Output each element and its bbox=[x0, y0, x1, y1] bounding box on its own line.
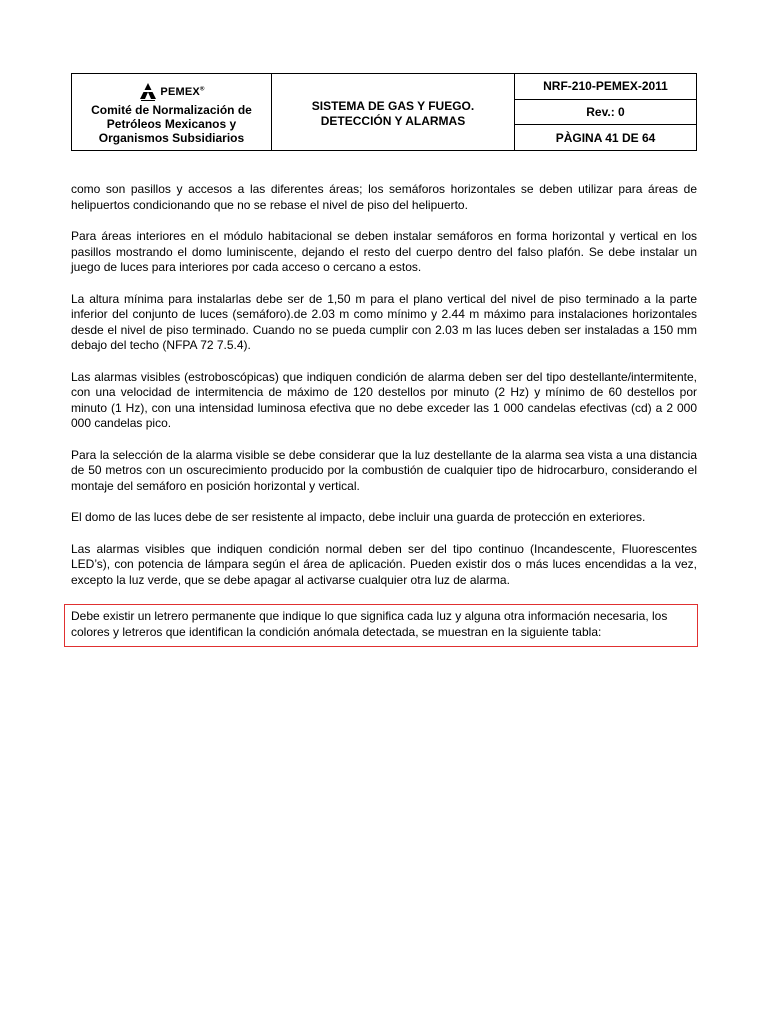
pemex-eagle-icon bbox=[138, 82, 158, 102]
paragraph: La altura mínima para instalarlas debe ser de 1,50 m para el plano vertical del nivel de piso terminado a la parte inferior del conjunto de luces (semáforo).de 2.03 m como mínimo y 2.44 m máximo para instalaciones horizontales desde el nivel de piso terminado. Cuando no se pueda cumplir con 2.03 m las luces deben ser instaladas a 150 mm debajo del techo (NFPA 72 7.5.4). bbox=[71, 291, 697, 352]
header-info bbox=[515, 74, 696, 150]
header-organization bbox=[72, 74, 272, 150]
paragraph: Las alarmas visibles (estroboscópicas) que indiquen condición de alarma deben ser del tipo destellante/intermitente, con una velocidad de intermitencia de máximo de 120 destellos por minuto (2 Hz) y mínimo de 60 destellos por minuto (1 Hz), con una intensidad luminosa efectiva que no debe exceder las 1 000 candelas efectivas (cd) a 2 000 000 candelas pico. bbox=[71, 369, 697, 430]
pemex-logo bbox=[138, 81, 204, 103]
page-number: PÀGINA 41 DE 64 bbox=[515, 124, 696, 150]
highlighted-paragraph-box bbox=[64, 604, 698, 647]
pemex-logo-text: PEMEX® bbox=[160, 86, 205, 98]
committee-name: Comité de Normalización de Petróleos Mexicanos y Organismos Subsidiarios bbox=[91, 103, 252, 145]
document-body bbox=[71, 182, 697, 647]
document-header bbox=[71, 73, 697, 151]
highlighted-paragraph: Debe existir un letrero permanente que indique lo que significa cada luz y alguna otra información necesaria, los colores y letreros que identifican la condición anómala detectada, se muestran en la siguiente tabla: bbox=[71, 609, 668, 639]
paragraph: El domo de las luces debe de ser resistente al impacto, debe incluir una guarda de protección en exteriores. bbox=[71, 510, 646, 524]
paragraph: Las alarmas visibles que indiquen condición normal deben ser del tipo continuo (Incandescente, Fluorescentes LED’s), con potencia de lámpara según el área de aplicación. Pueden existir dos o más luces encendidas a la vez, excepto la luz verde, que se debe apagar al activarse cualquier otra luz de alarma. bbox=[71, 541, 697, 587]
paragraph: Para áreas interiores en el módulo habitacional se deben instalar semáforos en forma horizontal y vertical en los pasillos mostrando el domo luminiscente, dejando el resto del cuerpo dentro del falso plafón. Se debe instalar un juego de luces para interiores por cada acceso o cercano a estos. bbox=[71, 229, 697, 274]
document-title: SISTEMA DE GAS Y FUEGO. DETECCIÓN Y ALARMAS bbox=[272, 74, 515, 150]
paragraph: Para la selección de la alarma visible se debe considerar que la luz destellante de la alarma sea vista a una distancia de 50 metros con un oscurecimiento producido por la combustión de cualquier tipo de hidrocarburo, considerando el montaje del semáforo en posición horizontal y vertical. bbox=[71, 447, 697, 493]
paragraph: como son pasillos y accesos a las diferentes áreas; los semáforos horizontales se deben utilizar para áreas de helipuertos condicionando que no se rebase el nivel de piso del helipuerto. bbox=[71, 182, 697, 212]
document-number: NRF-210-PEMEX-2011 bbox=[543, 79, 668, 94]
revision-number: Rev.: 0 bbox=[515, 99, 696, 125]
